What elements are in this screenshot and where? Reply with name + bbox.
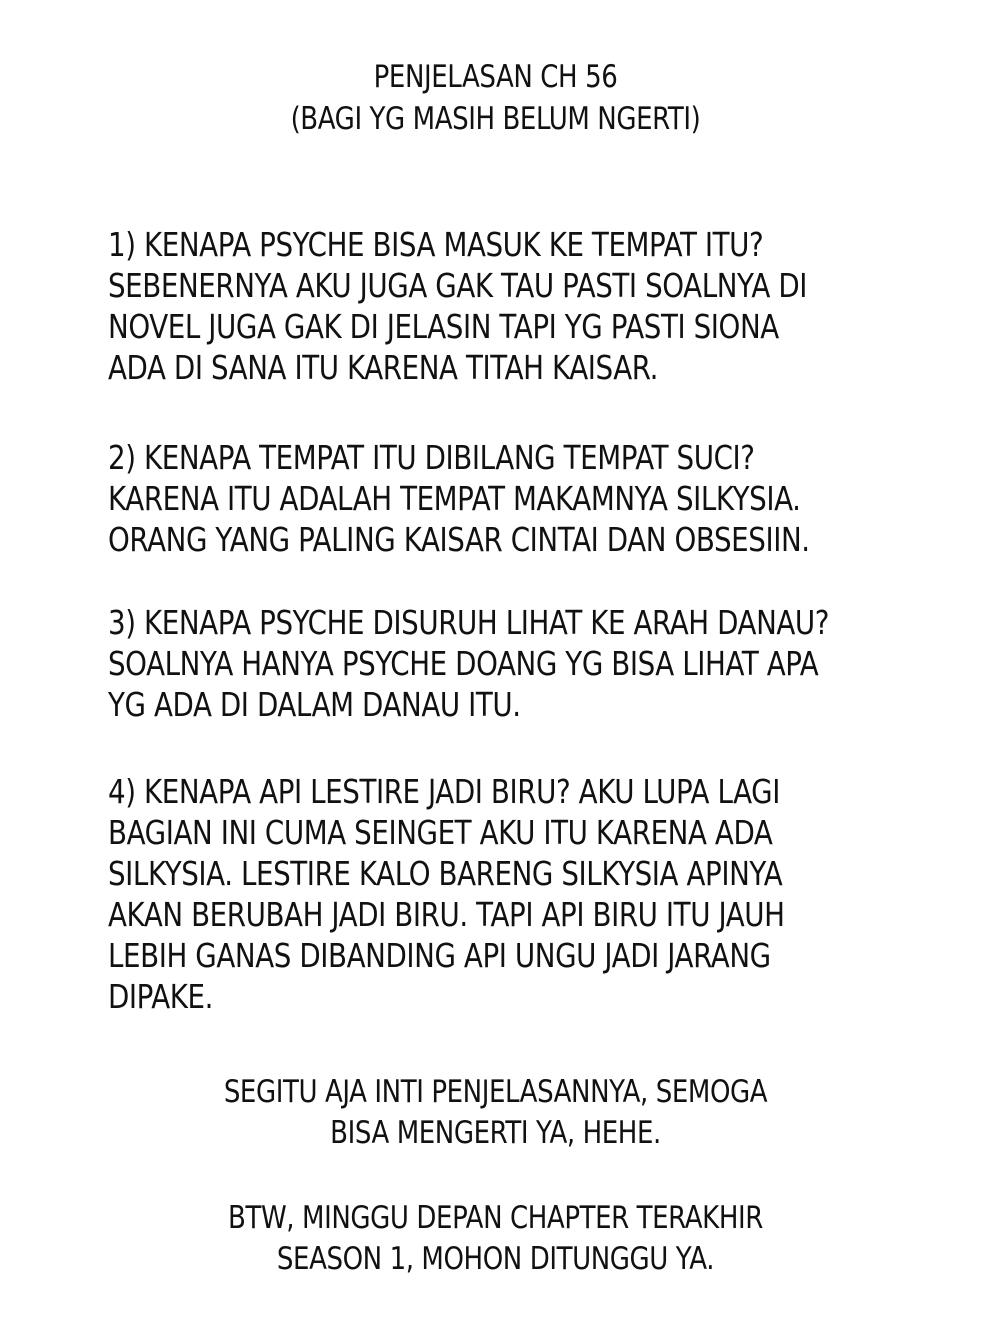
- answer-3-line: YG ADA DI DALAM DANAU ITU.: [108, 685, 521, 724]
- question-2-block: [108, 437, 898, 560]
- announcement-line: BTW, MINGGU DEPAN CHAPTER TERAKHIR: [228, 1200, 763, 1236]
- question-4-block: [108, 771, 898, 1017]
- question-1-heading: 1) KENAPA PSYCHE BISA MASUK KE TEMPAT ITU?: [108, 225, 764, 264]
- closing-note-line: BISA MENGERTI YA, HEHE.: [330, 1115, 661, 1151]
- answer-4-line: SILKYSIA. LESTIRE KALO BARENG SILKYSIA APINYA: [108, 854, 783, 893]
- question-3-block: [108, 602, 898, 725]
- question-3-heading: 3) KENAPA PSYCHE DISURUH LIHAT KE ARAH DANAU?: [108, 603, 830, 642]
- answer-4-line: BAGIAN INI CUMA SEINGET AKU ITU KARENA ADA: [108, 813, 773, 852]
- answer-3-line: SOALNYA HANYA PSYCHE DOANG YG BISA LIHAT APA: [108, 644, 819, 683]
- question-1-block: [108, 224, 898, 388]
- answer-1-line: ADA DI SANA ITU KARENA TITAH KAISAR.: [108, 348, 659, 387]
- answer-4-line: AKAN BERUBAH JADI BIRU. TAPI API BIRU ITU JAUH: [108, 895, 785, 934]
- answer-4-line: LEBIH GANAS DIBANDING API UNGU JADI JARANG: [108, 936, 771, 975]
- question-2-heading: 2) KENAPA TEMPAT ITU DIBILANG TEMPAT SUCI?: [108, 438, 755, 477]
- closing-note: [79, 1072, 911, 1154]
- page-title: [79, 56, 911, 140]
- closing-note-line: SEGITU AJA INTI PENJELASANNYA, SEMOGA: [223, 1074, 768, 1110]
- announcement-line: SEASON 1, MOHON DITUNGGU YA.: [276, 1241, 715, 1277]
- announcement-note: [79, 1198, 911, 1280]
- answer-4-line: DIPAKE.: [108, 977, 213, 1016]
- title-line-2: (BAGI YG MASIH BELUM NGERTI): [290, 101, 701, 137]
- title-line-1: PENJELASAN CH 56: [373, 59, 618, 95]
- answer-2-line: KARENA ITU ADALAH TEMPAT MAKAMNYA SILKYSIA.: [108, 479, 801, 518]
- answer-1-line: SEBENERNYA AKU JUGA GAK TAU PASTI SOALNYA DI: [108, 266, 808, 305]
- answer-2-line: ORANG YANG PALING KAISAR CINTAI DAN OBSESIIN.: [108, 520, 810, 559]
- question-4-heading: 4) KENAPA API LESTIRE JADI BIRU? AKU LUPA LAGI: [108, 772, 780, 811]
- answer-1-line: NOVEL JUGA GAK DI JELASIN TAPI YG PASTI SIONA: [108, 307, 779, 346]
